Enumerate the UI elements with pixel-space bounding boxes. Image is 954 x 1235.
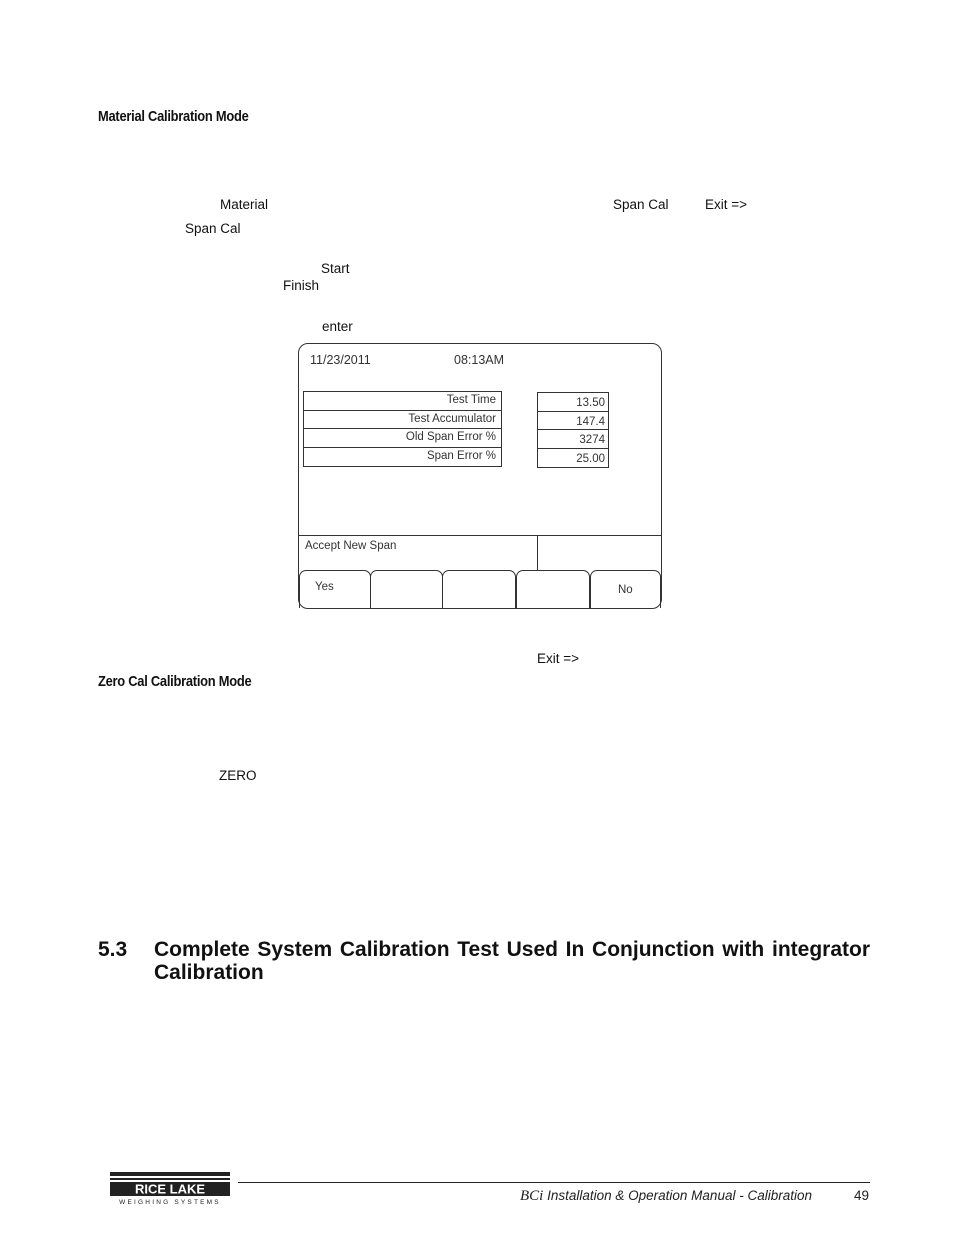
logo-text: RICE LAKE (134, 1181, 206, 1197)
rice-lake-logo (107, 1172, 233, 1206)
zero-calibration-heading: Zero Cal Calibration Mode (98, 673, 252, 690)
prompt-divider (537, 536, 538, 571)
prompt-bar (299, 535, 661, 570)
term-exit: Exit => (705, 197, 748, 212)
softkey-no[interactable] (590, 570, 661, 608)
screen-time: 08:13AM (454, 353, 505, 367)
result-label-table (303, 391, 502, 467)
label-test-accumulator: Test Accumulator (304, 411, 501, 430)
section-title: Complete System Calibration Test Used In Conjunction with integrator Calibration (154, 938, 870, 984)
softkey-no-label: No (618, 584, 633, 596)
term-zero: ZERO (219, 768, 257, 783)
material-calibration-heading: Material Calibration Mode (98, 108, 249, 125)
footer-brand: BCi (520, 1188, 544, 1204)
section-number: 5.3 (98, 938, 128, 961)
softkey-3[interactable] (442, 570, 516, 608)
logo-subtext: WEIGHING SYSTEMS (119, 1199, 221, 1206)
value-test-time: 13.50 (538, 393, 608, 412)
softkey-2[interactable] (370, 570, 443, 608)
footer-title (520, 1188, 812, 1205)
term-exit-2: Exit => (537, 651, 580, 666)
footer-rule (238, 1182, 870, 1183)
term-enter: enter (322, 319, 353, 334)
value-span-error: 25.00 (576, 452, 605, 465)
footer-title-text: Installation & Operation Manual - Calibration (543, 1188, 812, 1203)
softkey-yes[interactable] (299, 570, 371, 608)
result-value-table (537, 392, 609, 468)
term-span-cal: Span Cal (613, 197, 669, 212)
softkey-4[interactable] (516, 570, 590, 608)
term-span-cal-2: Span Cal (185, 221, 241, 236)
screen-date: 11/23/2011 (310, 353, 371, 367)
softkey-row (299, 570, 661, 608)
term-material: Material (220, 197, 269, 212)
page-number: 49 (854, 1188, 870, 1203)
calibration-screen (298, 343, 662, 609)
prompt-text: Accept New Span (305, 540, 397, 552)
value-test-accumulator: 147.4 (538, 412, 608, 431)
label-span-error: Span Error % (426, 449, 496, 462)
term-start: Start (321, 261, 350, 276)
term-finish: Finish (283, 278, 320, 293)
label-test-time: Test Time (304, 392, 501, 411)
value-old-span-error: 3274 (538, 430, 608, 449)
softkey-yes-label: Yes (315, 581, 334, 593)
label-old-span-error: Old Span Error % (304, 429, 501, 448)
